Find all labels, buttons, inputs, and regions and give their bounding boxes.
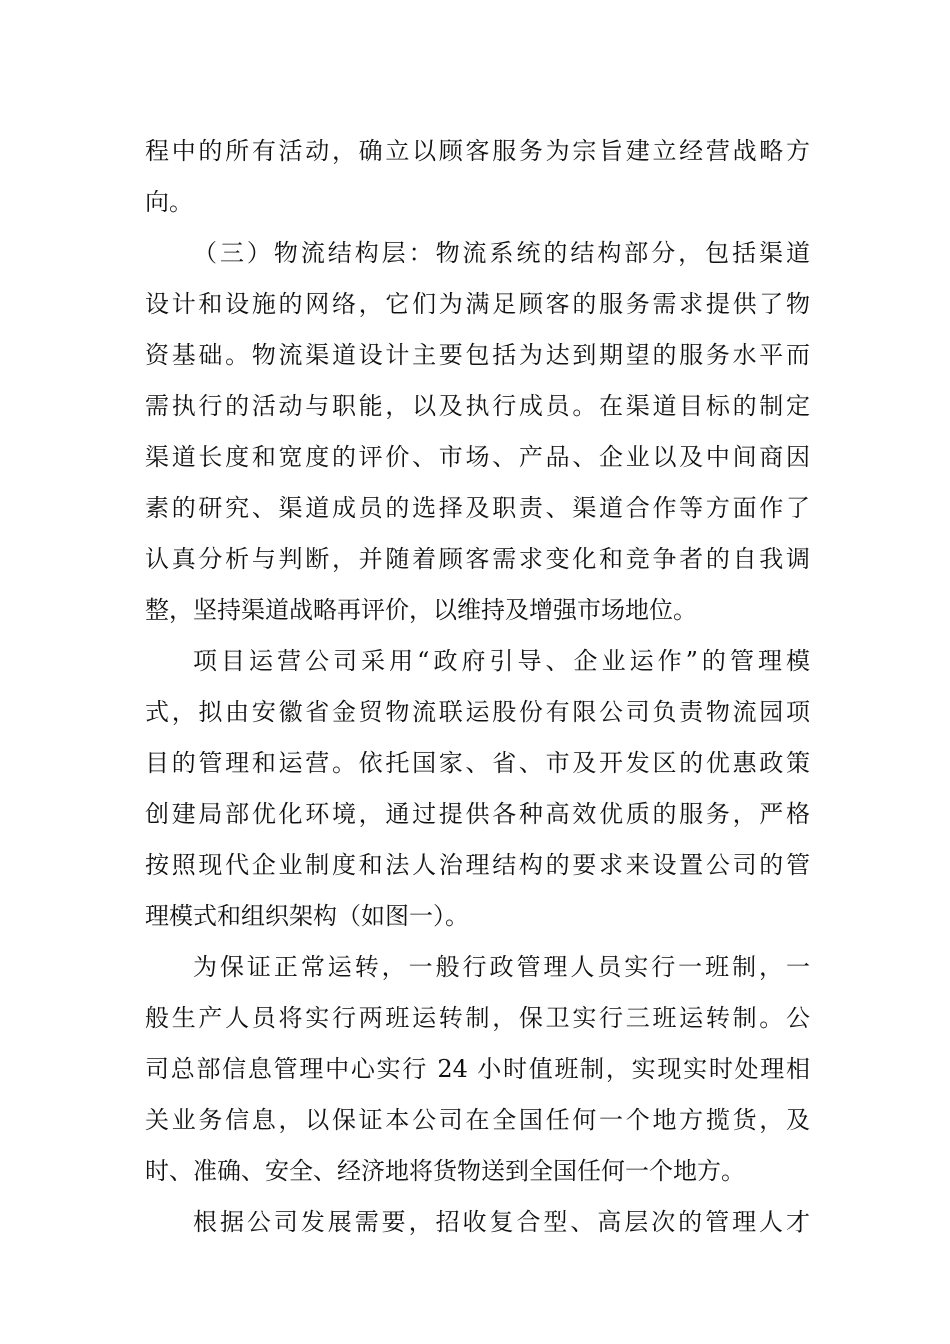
text-line: 时、准确、安全、经济地将货物送到全国任何一个地方。 bbox=[145, 1157, 745, 1185]
text-line: 认真分析与判断，并随着顾客需求变化和竞争者的自我调 bbox=[145, 545, 810, 573]
text-line: 资基础。物流渠道设计主要包括为达到期望的服务水平而 bbox=[145, 341, 810, 369]
text-line: 素的研究、渠道成员的选择及职责、渠道合作等方面作了 bbox=[145, 494, 810, 522]
text-line: 渠道长度和宽度的评价、市场、产品、企业以及中间商因 bbox=[145, 443, 810, 471]
text-line: 需执行的活动与职能，以及执行成员。在渠道目标的制定 bbox=[145, 392, 810, 420]
text-line: 程中的所有活动，确立以顾客服务为宗旨建立经营战略方 bbox=[145, 137, 810, 165]
text-line: 创建局部优化环境，通过提供各种高效优质的服务，严格 bbox=[145, 800, 810, 828]
text-line: 项目运营公司采用“政府引导、企业运作”的管理模 bbox=[193, 647, 810, 675]
text-line: 向。 bbox=[145, 188, 193, 216]
text-line: 关业务信息，以保证本公司在全国任何一个地方揽货，及 bbox=[145, 1106, 810, 1134]
text-line: 整，坚持渠道战略再评价，以维持及增强市场地位。 bbox=[145, 596, 697, 624]
text-line: 设计和设施的网络，它们为满足顾客的服务需求提供了物 bbox=[145, 290, 810, 318]
text-line: 司总部信息管理中心实行 24 小时值班制，实现实时处理相 bbox=[145, 1055, 810, 1083]
text-line: 式，拟由安徽省金贸物流联运股份有限公司负责物流园项 bbox=[145, 698, 810, 726]
text-line: 目的管理和运营。依托国家、省、市及开发区的优惠政策 bbox=[145, 749, 810, 777]
text-line: 般生产人员将实行两班运转制，保卫实行三班运转制。公 bbox=[145, 1004, 810, 1032]
text-line: （三）物流结构层：物流系统的结构部分，包括渠道 bbox=[193, 239, 810, 267]
text-line: 为保证正常运转，一般行政管理人员实行一班制，一 bbox=[193, 953, 810, 981]
text-line: 理模式和组织架构（如图一）。 bbox=[145, 902, 469, 930]
text-line: 根据公司发展需要，招收复合型、高层次的管理人才 bbox=[193, 1208, 810, 1236]
text-line: 按照现代企业制度和法人治理结构的要求来设置公司的管 bbox=[145, 851, 810, 879]
